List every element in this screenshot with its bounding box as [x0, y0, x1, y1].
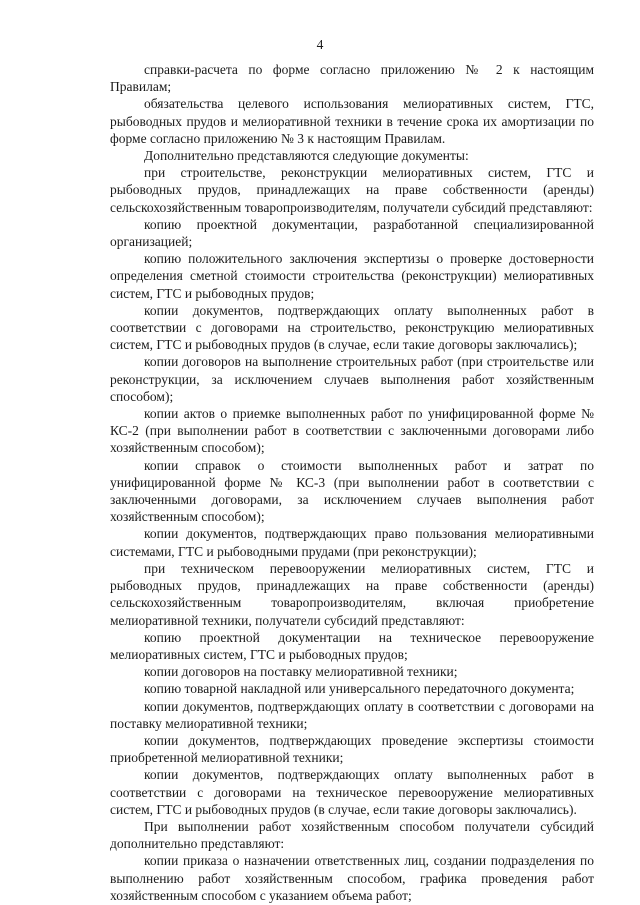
paragraph: копии документов, подтверждающих право пользования мелиоративными системами, ГТС и рыбоводными прудами (при реконструкции);	[110, 526, 594, 559]
paragraph: справки-расчета по форме согласно приложению № 2 к настоящим Правилам;	[110, 62, 594, 95]
paragraph: копию положительного заключения экспертизы о проверке достоверности определения сметной стоимости строительства (реконструкции) мелиоративных систем, ГТС и рыбоводных прудов;	[110, 251, 594, 301]
paragraph: при строительстве, реконструкции мелиоративных систем, ГТС и рыбоводных прудов, принадлежащих на праве собственности (аренды) сельскохозяйственным товаропроизводителям, получатели субсидий представляют:	[110, 165, 594, 215]
paragraph: копии актов о приемке выполненных работ по унифицированной форме № КС-2 (при выполнении работ в соответствии с заключенными договорами либо хозяйственным способом);	[110, 406, 594, 456]
paragraph: копии договоров на поставку мелиоративной техники;	[144, 664, 458, 680]
paragraph: при техническом перевооружении мелиоративных систем, ГТС и рыбоводных прудов, принадлежащих на праве собственности (аренды) сельскохозяйственным товаропроизводителям, включая приобретение мелиоративной техники, получатели субсидий представляют:	[110, 560, 594, 628]
paragraph: копии документов, подтверждающих проведение экспертизы стоимости приобретенной мелиоративной техники;	[110, 732, 594, 766]
paragraph: копии документов, подтверждающих оплату в соответствии с договорами на поставку мелиоративной техники;	[110, 698, 594, 731]
paragraph: копии документов, подтверждающих оплату выполненных работ в соответствии с договорами на строительство, реконструкцию мелиоративных систем, ГТС и рыбоводных прудов (в случае, если такие договоры заключались);	[110, 302, 594, 353]
paragraph: Дополнительно представляются следующие документы:	[144, 148, 469, 164]
paragraph: копии приказа о назначении ответственных лиц, создании подразделения по выполнению работ хозяйственным способом, графика проведения работ хозяйственным способом с указанием объема работ;	[110, 853, 594, 903]
paragraph: копии документов, подтверждающих оплату выполненных работ в соответствии с договорами на техническое перевооружение мелиоративных систем, ГТС и рыбоводных прудов (в случае, если такие договоры заключались).	[110, 767, 594, 817]
document-body	[110, 61, 594, 904]
paragraph: копии справок о стоимости выполненных работ и затрат по унифицированной форме № КС-3 (при выполнении работ в соответствии с заключенными договорами, за исключением случаев выполнения работ хозяйственным способом);	[110, 457, 594, 525]
paragraph: копии договоров на выполнение строительных работ (при строительстве или реконструкции, за исключением случаев выполнения работ хозяйственным способом);	[110, 354, 594, 404]
paragraph: При выполнении работ хозяйственным способом получатели субсидий дополнительно представляют:	[110, 818, 594, 852]
paragraph: обязательства целевого использования мелиоративных систем, ГТС, рыбоводных прудов и мелиоративной техники в течение срока их амортизации по форме согласно приложению № 3 к настоящим Правилам.	[110, 96, 594, 146]
paragraph: копию проектной документации, разработанной специализированной организацией;	[110, 216, 594, 250]
paragraph: копию товарной накладной или универсального передаточного документа;	[144, 681, 575, 697]
paragraph: копию проектной документации на техническое перевооружение мелиоративных систем, ГТС и рыбоводных прудов;	[110, 629, 594, 662]
page-number: 4	[316, 37, 324, 52]
